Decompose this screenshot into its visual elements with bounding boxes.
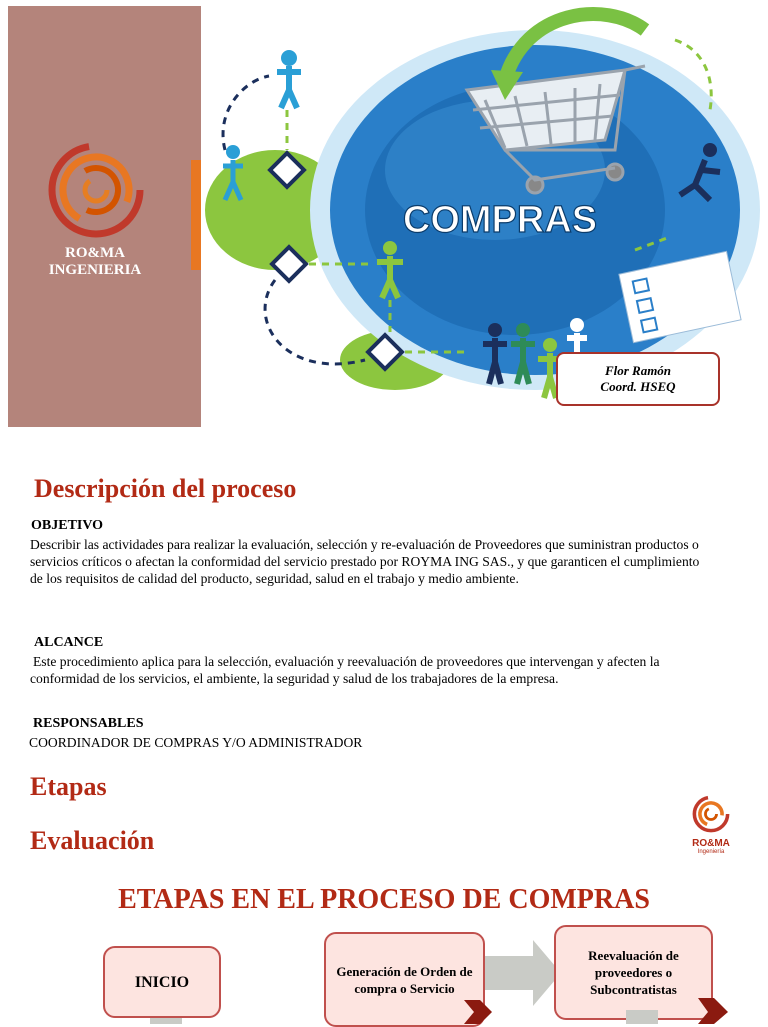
responsibles-text: COORDINADOR DE COMPRAS Y/O ADMINISTRADOR bbox=[29, 735, 363, 750]
roma-logo-small bbox=[689, 795, 733, 856]
sidebar-accent-bar bbox=[191, 160, 201, 270]
author-box bbox=[556, 352, 720, 406]
down-arrow-step2 bbox=[626, 1008, 660, 1024]
objective-text: Describir las actividades para realizar la evaluación, selección y re-evaluación de Proveedores que suministran productos o servicios críticos o afectan la conformidad del servicio prestado por ROYMA ING SAS., y que garanticen el cumplimiento de los requisitos de calidad del producto, seguridad, salud en el trabajo y medio ambiente. bbox=[30, 537, 700, 586]
flow-step-order-label: Generación de Orden de compra o Servicio bbox=[336, 963, 473, 996]
roma-logo-icon bbox=[48, 142, 144, 238]
hero-word: COMPRAS bbox=[402, 199, 598, 241]
small-logo-subtext: Ingeniería bbox=[697, 849, 725, 855]
dark-red-arrow-step2 bbox=[698, 994, 730, 1024]
flow-start-label: INICIO bbox=[134, 973, 190, 991]
flow-step-reevaluation-box bbox=[554, 925, 713, 1020]
flow-step-reevaluation-label: Reevaluación de proveedores o Subcontratistas bbox=[588, 948, 679, 997]
scope-label: ALCANCE bbox=[34, 635, 104, 650]
author-name: Flor Ramón bbox=[604, 363, 672, 378]
dark-red-arrow-step1 bbox=[464, 996, 494, 1024]
section-heading-evaluation: Evaluación bbox=[30, 826, 155, 855]
right-arrow-step1 bbox=[483, 940, 563, 1006]
flow-start-box bbox=[103, 946, 221, 1018]
objective-label: OBJETIVO bbox=[31, 518, 104, 533]
small-logo-text: RO&MA bbox=[692, 838, 730, 849]
responsibles-label: RESPONSABLES bbox=[33, 716, 144, 731]
section-heading-stages: Etapas bbox=[30, 772, 107, 801]
author-role: Coord. HSEQ bbox=[600, 379, 676, 394]
scope-text: Este procedimiento aplica para la selección, evaluación y reevaluación de proveedores que intervengan y afecten la conformidad de los servicios, el ambiente, la seguridad y salud de los trabajadores de la empresa. bbox=[30, 654, 660, 686]
flow-title: ETAPAS EN EL PROCESO DE COMPRAS bbox=[118, 884, 650, 915]
brand-name: RO&MA INGENIERIA bbox=[48, 245, 142, 278]
roma-logo-small-icon bbox=[691, 795, 731, 833]
section-heading-description: Descripción del proceso bbox=[34, 474, 297, 503]
flow-step-order-box bbox=[324, 932, 485, 1027]
